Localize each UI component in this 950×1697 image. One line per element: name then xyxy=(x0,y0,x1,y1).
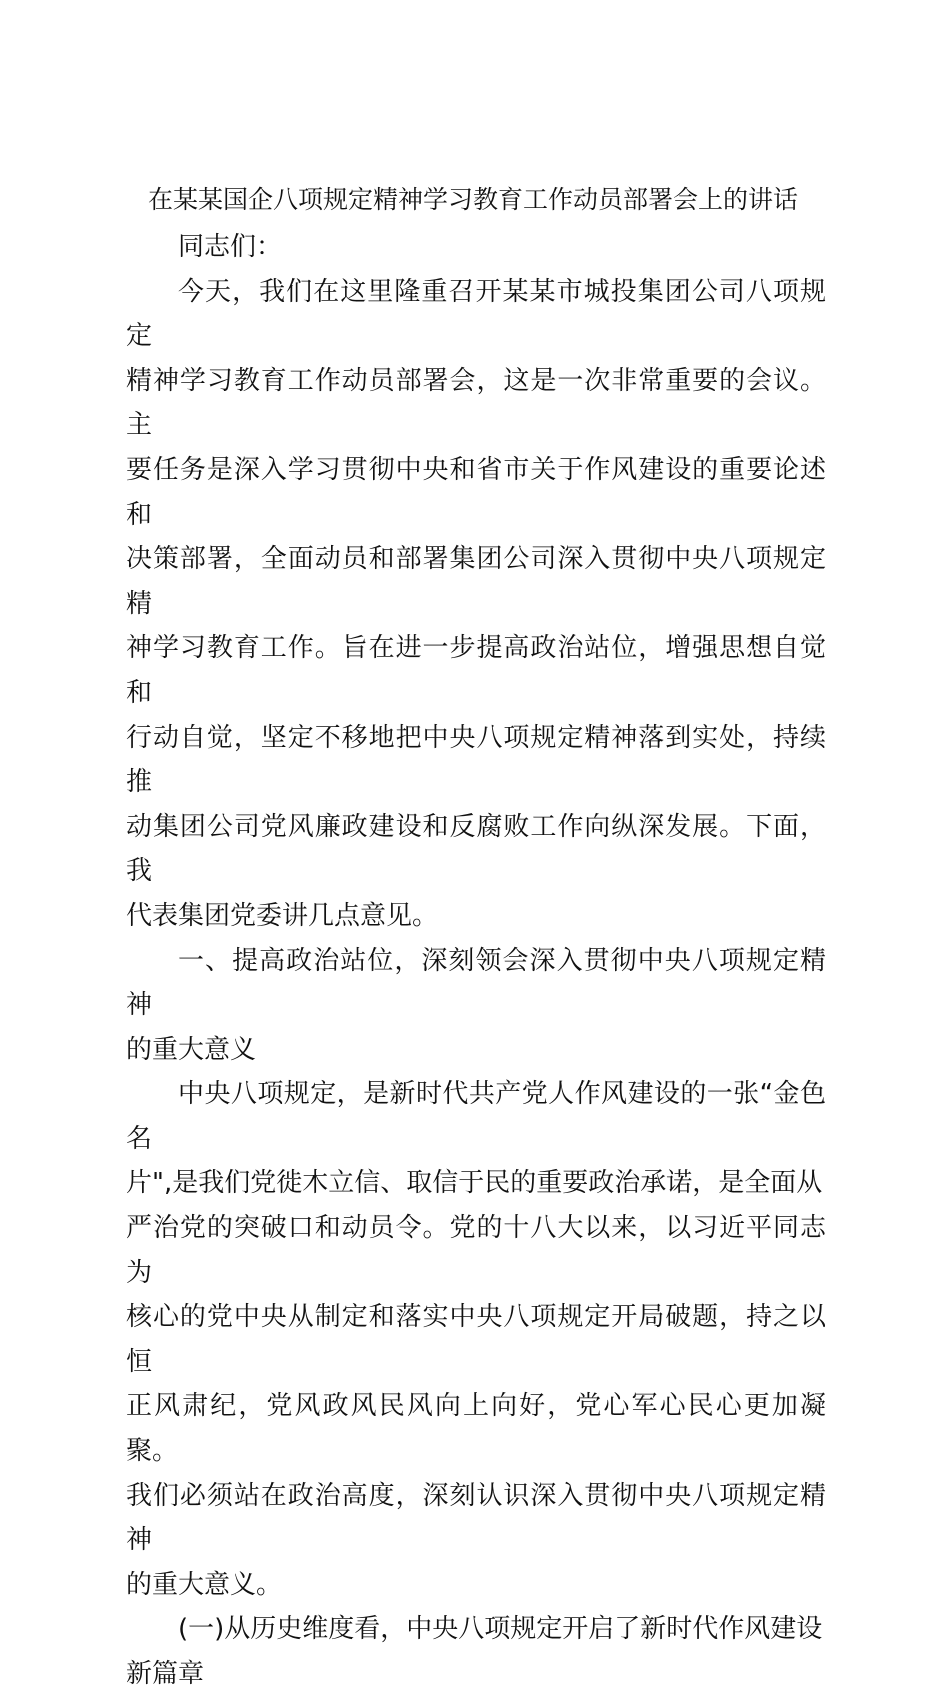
paragraph-significance xyxy=(126,1072,826,1607)
paragraph-line: 正风肃纪，党风政风民风向上向好，党心军心民心更加凝聚。 xyxy=(126,1391,826,1467)
paragraph-line: 的重大意义。 xyxy=(126,1569,283,1600)
paragraph-line: 决策部署，全面动员和部署集团公司深入贯彻中央八项规定精 xyxy=(126,544,826,619)
paragraph-line: 中央八项规定，是新时代共产党人作风建设的一张“金色名 xyxy=(126,1079,826,1154)
paragraph-line: (一)从历史维度看，中央八项规定开启了新时代作风建设 xyxy=(178,1614,823,1645)
document-title: 在某某国企八项规定精神学习教育工作动员部署会上的讲话 xyxy=(148,185,799,214)
section-heading-1 xyxy=(126,939,826,1073)
paragraph-line: 神学习教育工作。旨在进一步提高政治站位，增强思想自觉和 xyxy=(126,633,826,708)
paragraph-line: 行动自觉，坚定不移地把中央八项规定精神落到实处，持续推 xyxy=(126,722,826,798)
subsection-heading-1 xyxy=(126,1607,826,1696)
paragraph-line: 代表集团党委讲几点意见。 xyxy=(126,900,439,931)
paragraph-line: 片",是我们党徙木立信、取信于民的重要政治承诺，是全面从 xyxy=(126,1168,823,1199)
paragraph-line: 要任务是深入学习贯彻中央和省市关于作风建设的重要论述和 xyxy=(126,454,826,530)
paragraph-line: 新篇章 xyxy=(126,1659,205,1689)
paragraph-line: 一、提高政治站位，深刻领会深入贯彻中央八项规定精神 xyxy=(126,945,826,1021)
paragraph-line: 动集团公司党风廉政建设和反腐败工作向纵深发展。下面，我 xyxy=(126,811,826,887)
paragraph-line: 今天，我们在这里隆重召开某某市城投集团公司八项规定 xyxy=(126,276,826,352)
salutation: 同志们： xyxy=(178,232,283,262)
paragraph-line: 核心的党中央从制定和落实中央八项规定开局破题，持之以恒 xyxy=(126,1302,826,1377)
paragraph-line: 我们必须站在政治高度，深刻认识深入贯彻中央八项规定精神 xyxy=(126,1480,826,1556)
paragraph-line: 严治党的突破口和动员令。党的十八大以来，以习近平同志为 xyxy=(126,1213,826,1288)
paragraph-opening xyxy=(126,270,826,939)
paragraph-line: 精神学习教育工作动员部署会，这是一次非常重要的会议。主 xyxy=(126,365,826,441)
document-body xyxy=(126,225,826,1697)
paragraph-line: 的重大意义 xyxy=(126,1034,257,1065)
